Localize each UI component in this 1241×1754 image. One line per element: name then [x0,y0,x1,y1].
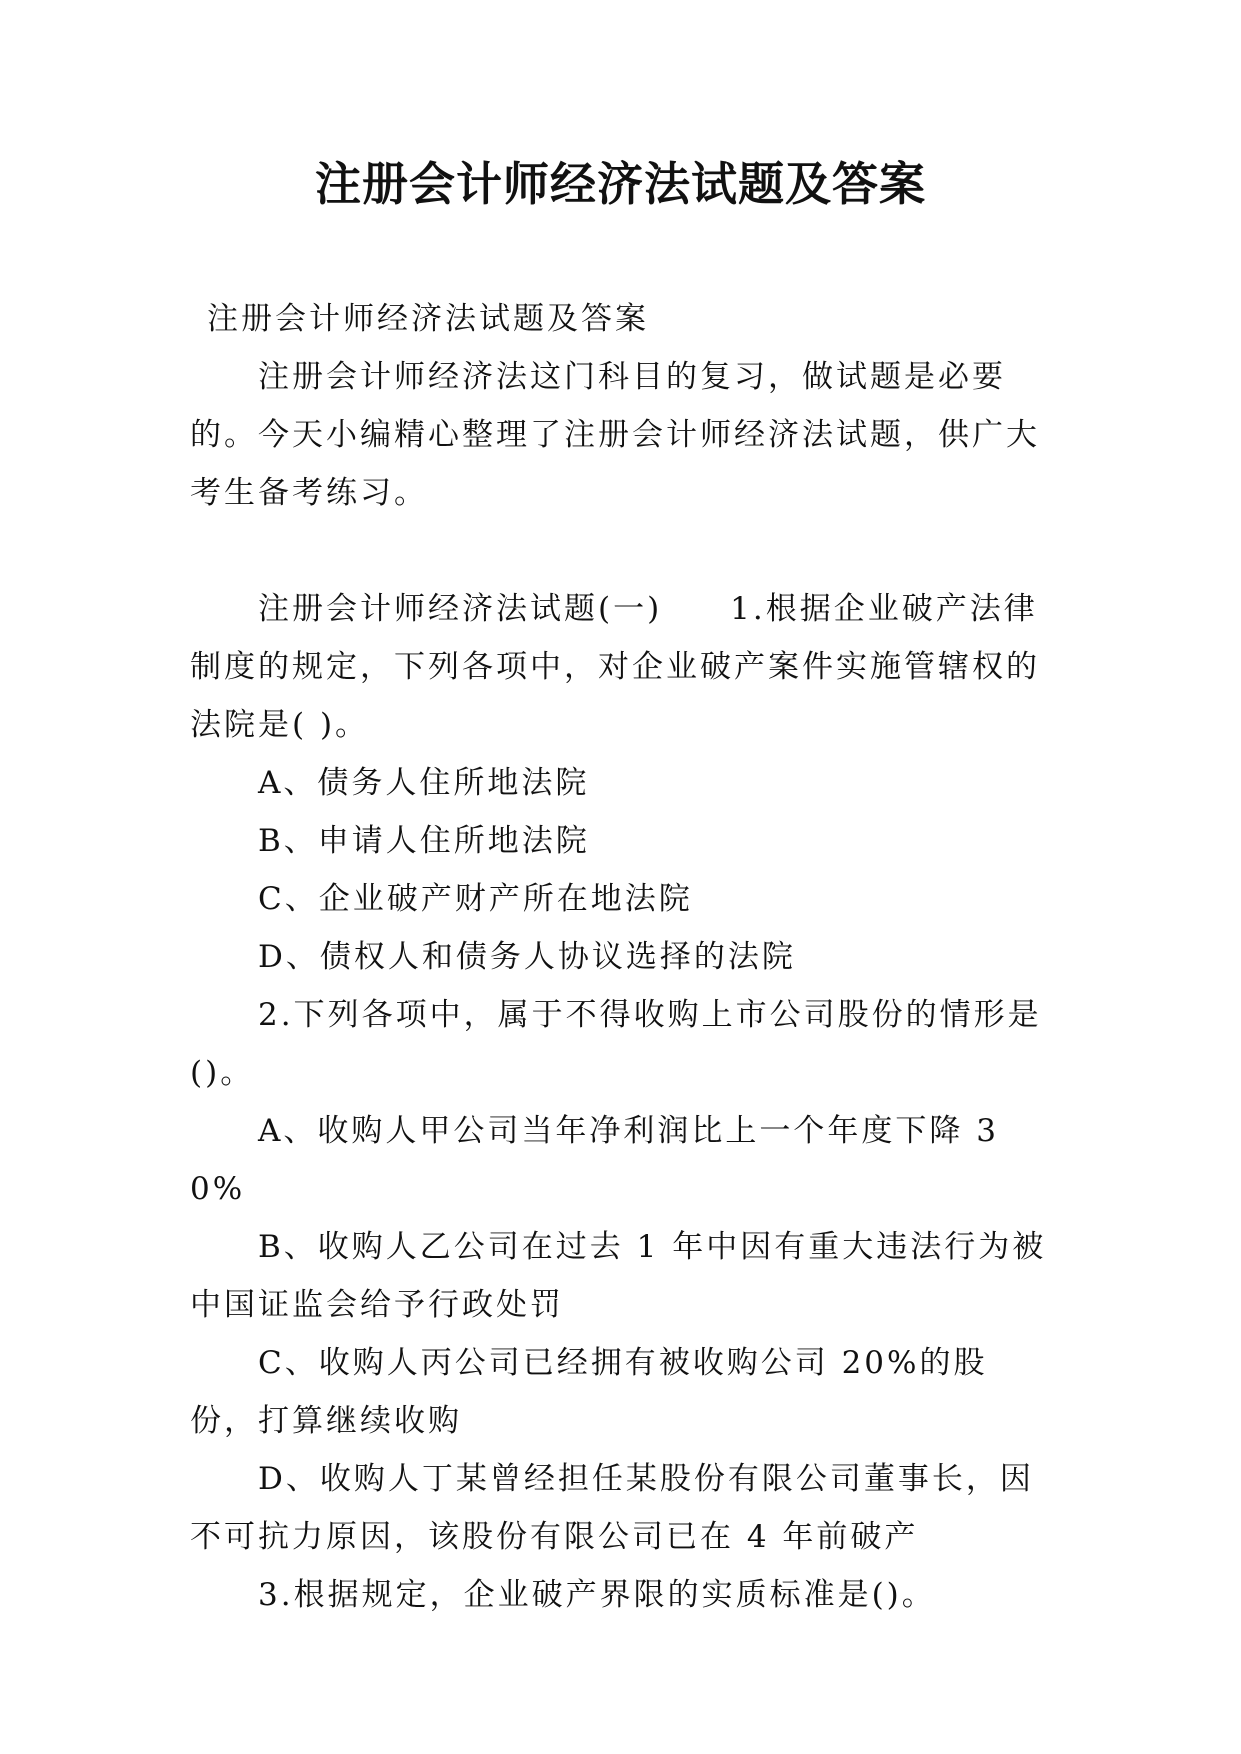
question-2: 2.下列各项中，属于不得收购上市公司股份的情形是()。 [190,997,1042,1091]
intro-paragraph: 注册会计师经济法这门科目的复习，做试题是必要的。今天小编精心整理了注册会计师经济法试题，供广大考生备考练习。 [190,359,1040,511]
document-subtitle: 注册会计师经济法试题及答案 [207,301,649,337]
question-2-option-a: A、收购人甲公司当年净利润比上一个年度下降 30% [190,1113,999,1207]
document-title: 注册会计师经济法试题及答案 [315,157,926,211]
question-2-option-b: B、收购人乙公司在过去 1 年中因有重大违法行为被中国证监会给予行政处罚 [190,1229,1047,1323]
question-1: 注册会计师经济法试题(一) 1.根据企业破产法律制度的规定，下列各项中，对企业破产案件实施管辖权的法院是( )。 [190,591,1040,743]
document-body [190,290,1052,1624]
question-1-option-a: A、债务人住所地法院 [258,765,590,801]
question-2-option-d: D、收购人丁某曾经担任某股份有限公司董事长，因不可抗力原因，该股份有限公司已在 4 年前破产 [190,1461,1034,1555]
question-1-option-c: C、企业破产财产所在地法院 [258,881,693,917]
question-1-option-b: B、申请人住所地法院 [258,823,590,859]
question-1-option-d: D、债权人和债务人协议选择的法院 [258,939,796,975]
question-2-option-c: C、收购人丙公司已经拥有被收购公司 20%的股份，打算继续收购 [190,1345,988,1439]
question-3: 3.根据规定，企业破产界限的实质标准是()。 [258,1577,936,1613]
